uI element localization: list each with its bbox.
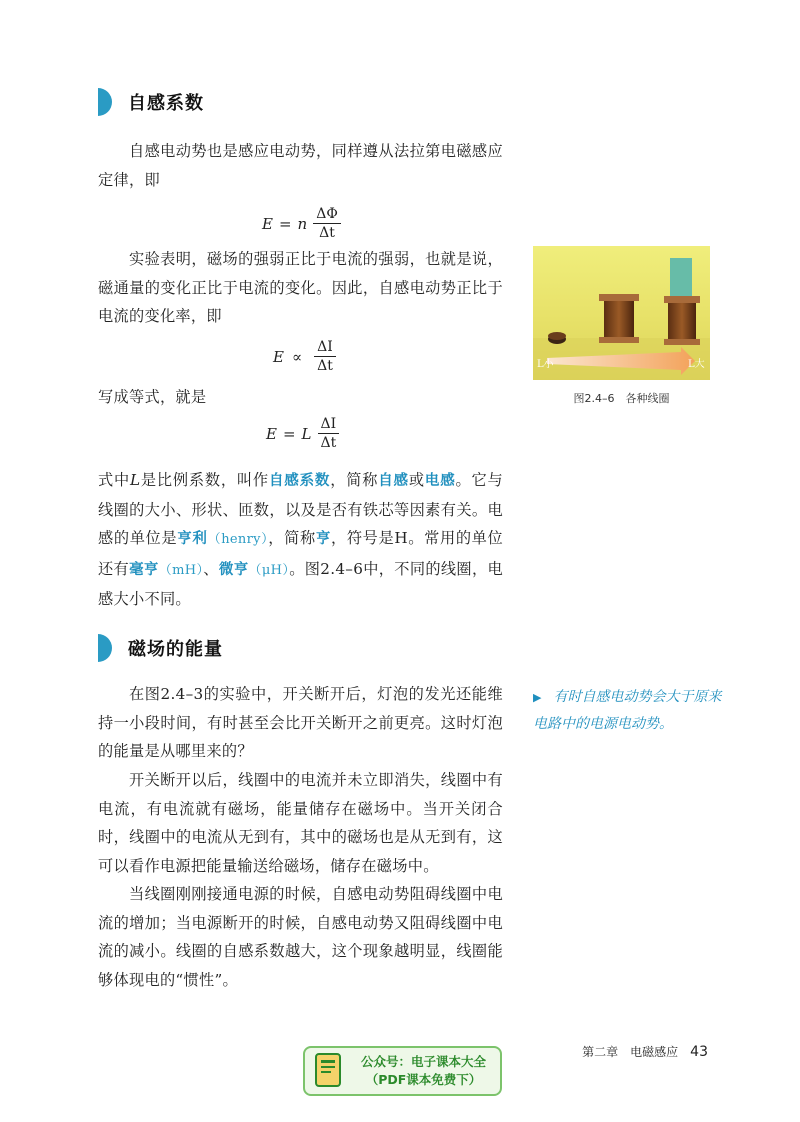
label-l-small: L小 <box>537 359 554 370</box>
triangle-marker-icon: ▶ <box>533 691 542 704</box>
formula-faraday <box>262 206 341 241</box>
large-coil <box>668 303 696 339</box>
paragraph: 开关断开以后，线圈中的电流并未立即消失，线圈中有电流，有电流就有磁场，能量储存在磁场中。当开关闭合时，线圈中的电流从无到有，其中的磁场也是从无到有，这可以看作电源把能量输送给磁场，储存在磁场中。 <box>98 771 503 875</box>
medium-coil <box>604 301 634 337</box>
watermark-banner <box>303 1046 502 1096</box>
coils-illustration <box>533 246 710 380</box>
keyword-self-inductance-coefficient: 自感系数 <box>268 473 331 489</box>
heading-marker <box>98 88 112 116</box>
watermark-line2: （PDF课本免费下） <box>365 1072 482 1087</box>
fraction-denominator: Δt <box>319 225 335 242</box>
formula-lhs: E <box>262 214 273 233</box>
watermark-text <box>347 1053 500 1089</box>
section-title: 磁场的能量 <box>128 639 223 660</box>
paragraph: 写成等式，就是 <box>98 388 207 406</box>
keyword-self-inductance: 自感 <box>378 473 409 489</box>
formula-fraction <box>314 339 336 374</box>
formula-coef: L <box>301 424 312 443</box>
formula-rel: ∝ <box>291 347 303 366</box>
symbol-L: L <box>130 471 141 489</box>
formula-inductance <box>266 416 339 451</box>
coil-frame-top <box>599 294 639 301</box>
keyword-inductance: 电感 <box>424 473 456 489</box>
text-run: ，简称 <box>268 529 316 548</box>
keyword-henry: 亨利 <box>177 531 208 548</box>
text-run: 或 <box>408 471 425 489</box>
side-note-text: 有时自感电动势会大于原来电路中的电源电动势。 <box>533 689 722 732</box>
heading-marker <box>98 634 112 662</box>
paragraph: 实验表明，磁场的强弱正比于电流的强弱，也就是说，磁通量的变化正比于电流的变化。因此，自感电动势正比于电流的变化率，即 <box>98 250 503 326</box>
figure-caption: 图2.4–6 各种线圈 <box>573 392 670 405</box>
formula-fraction <box>318 416 340 451</box>
formula-eq: = <box>282 424 296 443</box>
keyword-millihenry: 毫亨 <box>129 561 159 578</box>
fraction-numerator: ΔΦ <box>313 206 341 224</box>
fraction-denominator: Δt <box>317 358 333 375</box>
paragraph: 自感电动势也是感应电动势，同样遵从法拉第电磁感应定律，即 <box>98 142 503 189</box>
keyword-microhenry: 微亨 <box>218 561 249 578</box>
text-run: 式中 <box>98 471 131 489</box>
formula-lhs: E <box>273 347 284 366</box>
formula-proportional <box>273 339 336 374</box>
keyword-latin: （henry） <box>207 532 269 548</box>
page-number: 43 <box>690 1043 708 1060</box>
keyword-latin: （mH） <box>158 562 204 578</box>
paragraph: 当线圈刚刚接通电源的时候，自感电动势阻碍线圈中电流的增加；当电源断开的时候，自感电动势又阻碍线圈中电流的减小。线圈的自感系数越大，这个现象越明显，线圈能够体现电的“惯性”。 <box>98 885 503 989</box>
section-heading-magnetic-energy <box>98 632 223 664</box>
fraction-numerator: ΔI <box>314 339 336 357</box>
book-icon <box>313 1051 347 1091</box>
side-note <box>533 684 723 738</box>
paragraph: 在图2.4–3的实验中，开关断开后，灯泡的发光还能维持一小段时间，有时甚至会比开关断开之前更亮。这时灯泡的能量是从哪里来的？ <box>98 685 503 761</box>
formula-coef: n <box>297 214 308 233</box>
iron-core <box>670 258 692 298</box>
text-run: 。图2.4–6中，不同的线圈，电感大小不同。 <box>98 559 503 609</box>
figure-coils-photo <box>533 246 710 380</box>
page-footer <box>582 1043 708 1060</box>
section-title: 自感系数 <box>128 93 204 114</box>
formula-lhs: E <box>266 424 277 443</box>
text-run: ，简称 <box>330 471 379 489</box>
formula-fraction <box>313 206 341 241</box>
label-l-large: L大 <box>688 359 705 370</box>
watermark-line1: 公众号：电子课本大全 <box>360 1054 486 1069</box>
paragraph-definition <box>98 466 503 614</box>
fraction-denominator: Δt <box>320 435 337 452</box>
text-run: ，符号是H。常用的单位还有 <box>98 529 504 578</box>
text-run: 是比例系数，叫作 <box>140 471 269 489</box>
chapter-label: 第二章 电磁感应 <box>582 1045 679 1059</box>
text-run: 。它与线圈的大小、形状、匝数，以及是否有铁芯等因素有关。电感的单位是 <box>98 471 504 548</box>
formula-eq: = <box>278 214 292 233</box>
fraction-numerator: ΔI <box>318 416 340 434</box>
keyword-heng: 亨 <box>315 531 331 548</box>
section-heading-self-inductance <box>98 86 204 118</box>
keyword-latin: （μH） <box>248 562 290 578</box>
text-run: 、 <box>203 559 219 578</box>
